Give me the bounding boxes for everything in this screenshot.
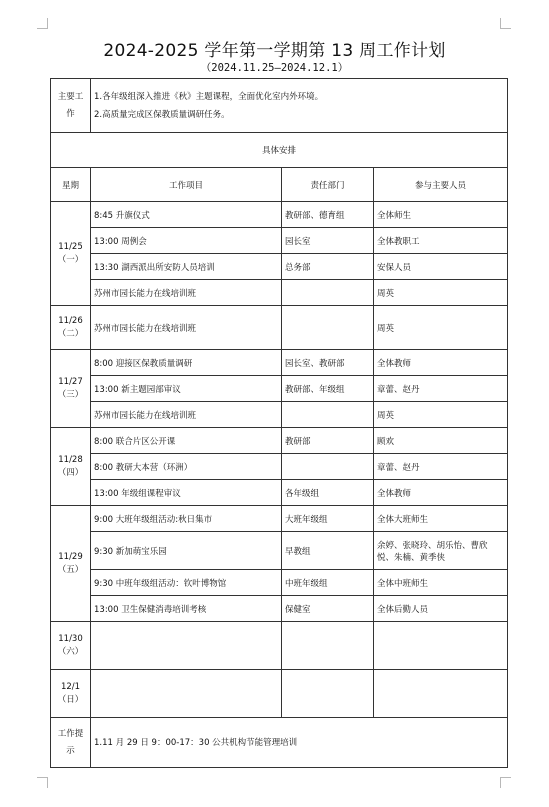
weekday-name: （二）: [57, 328, 84, 339]
schedule-row: [51, 428, 508, 454]
schedule-row: [51, 280, 508, 306]
schedule-row: [51, 376, 508, 402]
weekday-date: 11/27: [58, 376, 83, 387]
goals-row: [51, 79, 508, 133]
crop-mark-bottom-right: [500, 777, 511, 788]
weekday-name: （一）: [57, 254, 84, 265]
people-cell: 章蕾、赵丹: [374, 376, 508, 402]
schedule-row: [51, 254, 508, 280]
schedule-row: [51, 306, 508, 350]
schedule-row: [51, 402, 508, 428]
dept-cell: 保健室: [282, 596, 374, 622]
weekday-cell: [51, 428, 91, 506]
task-cell: 8:00 联合片区公开课: [91, 428, 282, 454]
people-cell: [374, 622, 508, 670]
schedule-row: [51, 228, 508, 254]
schedule-heading: 具体安排: [51, 133, 508, 168]
weekday-cell: [51, 350, 91, 428]
plan-table-body: [51, 79, 508, 768]
date-range: （2024.11.25—2024.12.1）: [200, 62, 349, 74]
weekday-date: 11/30: [58, 633, 83, 644]
people-cell: 安保人员: [374, 254, 508, 280]
schedule-row: [51, 480, 508, 506]
weekday-cell: [51, 506, 91, 622]
task-cell: 8:45 升旗仪式: [91, 202, 282, 228]
people-cell: 全体教师: [374, 480, 508, 506]
dept-cell: 早教组: [282, 532, 374, 570]
goals-label: 主要工作: [51, 79, 91, 133]
people-cell: 余婷、张晓玲、胡乐怡、曹欣悦、朱楠、黄季侠: [374, 532, 508, 570]
dept-cell: 园长室: [282, 228, 374, 254]
people-cell: 全体后勤人员: [374, 596, 508, 622]
header-dept: 责任部门: [282, 168, 374, 202]
people-cell: 顾欢: [374, 428, 508, 454]
dept-cell: 各年级组: [282, 480, 374, 506]
weekday-cell: [51, 306, 91, 350]
weekday-name: （日）: [57, 694, 84, 705]
goals-cell: [91, 79, 508, 133]
people-cell: 周英: [374, 306, 508, 350]
weekday-name: （五）: [57, 564, 84, 575]
people-cell: 周英: [374, 402, 508, 428]
task-cell: 8:00 教研大本营（环洲）: [91, 454, 282, 480]
weekday-cell: [51, 622, 91, 670]
weekday-name: （三）: [57, 389, 84, 400]
tips-label: 工作提示: [51, 718, 91, 768]
header-weekday: 星期: [51, 168, 91, 202]
task-cell: 9:30 新加萌宝乐园: [91, 532, 282, 570]
schedule-row: [51, 506, 508, 532]
people-cell: 周英: [374, 280, 508, 306]
people-cell: 全体大班师生: [374, 506, 508, 532]
schedule-heading-row: [51, 133, 508, 168]
header-people: 参与主要人员: [374, 168, 508, 202]
header-task: 工作项目: [91, 168, 282, 202]
schedule-row: [51, 570, 508, 596]
goal-item: 2.高质量完成区保教质量调研任务。: [94, 109, 230, 120]
tips-cell: 1.11 月 29 日 9：00-17：30 公共机构节能管理培训: [91, 718, 508, 768]
task-cell: 13:30 湖西派出所安防人员培训: [91, 254, 282, 280]
dept-cell: 中班年级组: [282, 570, 374, 596]
crop-mark-bottom-left: [37, 777, 48, 788]
schedule-row: [51, 622, 508, 670]
task-cell: 13:00 卫生保健消毒培训考核: [91, 596, 282, 622]
tips-row: [51, 718, 508, 768]
weekday-date: 11/26: [58, 315, 83, 326]
task-cell: 9:00 大班年级组活动:秋日集市: [91, 506, 282, 532]
task-cell: [91, 622, 282, 670]
weekday-date: 11/25: [58, 241, 83, 252]
task-cell: 9:30 中班年级组活动：钦叶博物馆: [91, 570, 282, 596]
weekday-name: （四）: [57, 467, 84, 478]
weekday-cell: [51, 670, 91, 718]
page-title: 2024-2025 学年第一学期第 13 周工作计划: [103, 41, 446, 61]
schedule-row: [51, 596, 508, 622]
header-row: [51, 168, 508, 202]
people-cell: 全体教职工: [374, 228, 508, 254]
schedule-row: [51, 532, 508, 570]
task-cell: 苏州市园长能力在线培训班: [91, 402, 282, 428]
dept-cell: [282, 402, 374, 428]
dept-cell: [282, 670, 374, 718]
task-cell: 苏州市园长能力在线培训班: [91, 306, 282, 350]
dept-cell: 教研部、年级组: [282, 376, 374, 402]
crop-mark-top-right: [500, 18, 511, 29]
schedule-row: [51, 202, 508, 228]
dept-cell: 总务部: [282, 254, 374, 280]
task-cell: 苏州市园长能力在线培训班: [91, 280, 282, 306]
task-cell: [91, 670, 282, 718]
task-cell: 13:00 周例会: [91, 228, 282, 254]
crop-mark-top-left: [37, 18, 48, 29]
weekday-date: 12/1: [60, 681, 81, 692]
people-cell: 章蕾、赵丹: [374, 454, 508, 480]
weekday-date: 11/28: [58, 454, 83, 465]
dept-cell: 大班年级组: [282, 506, 374, 532]
people-cell: 全体中班师生: [374, 570, 508, 596]
task-cell: 8:00 迎接区保教质量调研: [91, 350, 282, 376]
weekday-name: （六）: [57, 646, 84, 657]
dept-cell: 教研部、德育组: [282, 202, 374, 228]
task-cell: 13:00 年级组课程审议: [91, 480, 282, 506]
people-cell: 全体师生: [374, 202, 508, 228]
dept-cell: [282, 454, 374, 480]
people-cell: [374, 670, 508, 718]
dept-cell: 园长室、教研部: [282, 350, 374, 376]
schedule-row: [51, 350, 508, 376]
dept-cell: [282, 622, 374, 670]
goal-item: 1.各年级组深入推进《秋》主题课程，全面优化室内外环境。: [94, 91, 324, 102]
dept-cell: [282, 280, 374, 306]
dept-cell: [282, 306, 374, 350]
people-cell: 全体教师: [374, 350, 508, 376]
weekly-plan-table: [50, 78, 508, 768]
schedule-row: [51, 670, 508, 718]
task-cell: 13:00 新主题园部审议: [91, 376, 282, 402]
weekday-date: 11/29: [58, 551, 83, 562]
weekday-cell: [51, 202, 91, 306]
dept-cell: 教研部: [282, 428, 374, 454]
schedule-row: [51, 454, 508, 480]
